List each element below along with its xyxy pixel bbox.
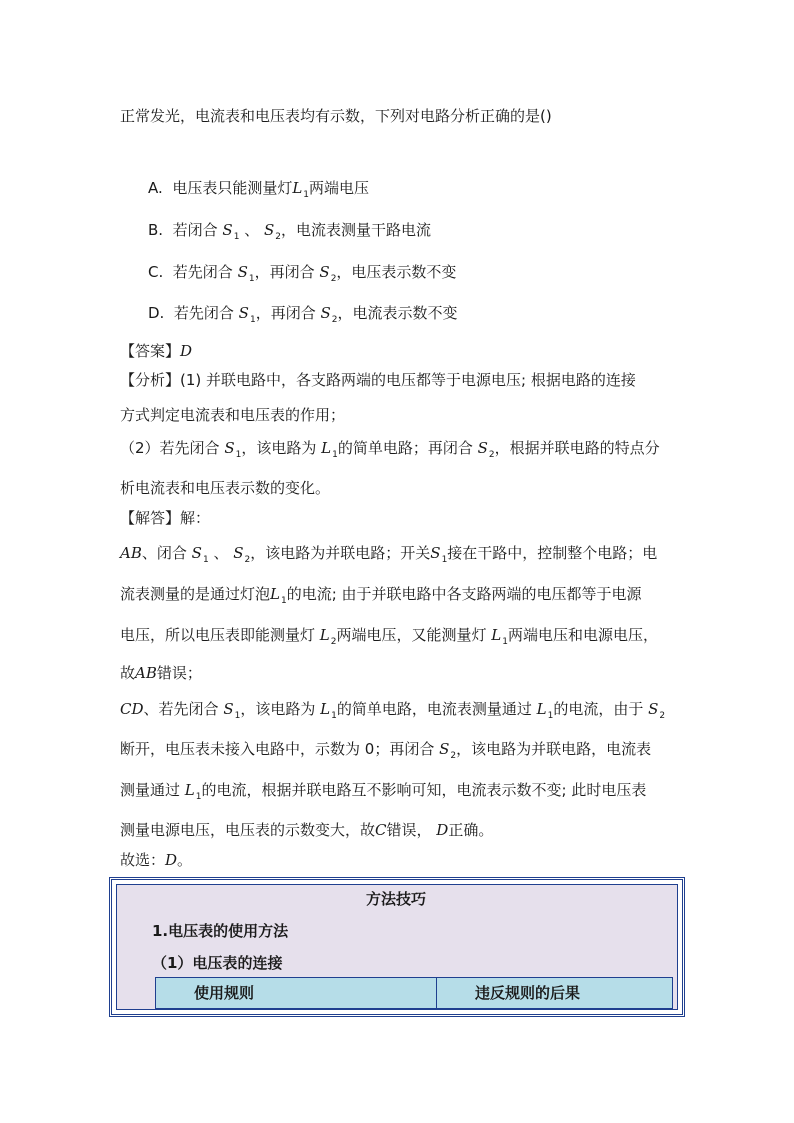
var-s: S [264, 221, 275, 239]
analysis-line-1: 【分析】(1) 并联电路中，各支路两端的电压都等于电源电压; 根据电路的连接 [120, 371, 636, 389]
solution-line-5 [120, 699, 665, 722]
option-d-text: 若先闭合 [173, 304, 234, 322]
subscript: 1 [248, 274, 255, 284]
question-stem: 正常发光，电流表和电压表均有示数，下列对电路分析正确的是() [120, 107, 552, 125]
solution-line-3 [120, 625, 658, 648]
subscript: 1 [280, 596, 287, 606]
option-a-text: 两端电压 [309, 179, 370, 197]
var-s: S [222, 221, 233, 239]
var-s: S [648, 700, 659, 718]
solution-text: 故 [120, 664, 136, 682]
subsection-heading-connection: （1）电压表的连接 [152, 954, 283, 972]
option-d [148, 303, 458, 326]
option-c [148, 262, 456, 285]
subscript: 1 [235, 450, 242, 460]
analysis-line-2: 方式判定电流表和电压表的作用； [120, 406, 346, 424]
solution-text: 电压，所以电压表即能测量灯 [120, 626, 316, 644]
table-header-usage-rules: 使用规则 [156, 978, 437, 1008]
subscript: 1 [303, 190, 310, 200]
analysis-text: （2）若先闭合 [120, 439, 220, 457]
var-l: L [319, 626, 330, 644]
solution-line-1 [120, 543, 657, 566]
subscript: 1 [234, 711, 241, 721]
solution-text: 、若先闭合 [143, 700, 219, 718]
subscript: 2 [244, 555, 251, 565]
solution-line-6 [120, 739, 651, 762]
subscript: 2 [331, 315, 338, 325]
solution-text: ，该电路为并联电路，电流表 [456, 740, 652, 758]
solution-text: 正确。 [448, 821, 494, 839]
solution-text: 测量通过 [120, 781, 181, 799]
option-b-text: ，电流表测量干路电流 [281, 221, 432, 239]
subscript: 2 [659, 711, 666, 721]
var-s: S [191, 544, 202, 562]
solution-text: 、 [213, 544, 229, 562]
solution-line-2 [120, 584, 642, 607]
answer-value: D [180, 342, 193, 360]
option-a-text: 电压表只能测量灯 [172, 179, 293, 197]
subscript: 1 [233, 232, 240, 242]
final-answer-text: 。 [177, 851, 193, 869]
solution-text: ，该电路为 [240, 700, 316, 718]
var-l: L [270, 585, 280, 603]
analysis-text: 的简单电路；再闭合 [337, 439, 473, 457]
final-answer-label: 故选： [120, 851, 166, 869]
var-s: S [439, 740, 450, 758]
subscript: 2 [275, 232, 282, 242]
solution-line-4 [120, 663, 202, 683]
analysis-text: ，该电路为 [241, 439, 317, 457]
option-b-label: B. [148, 221, 164, 239]
subscript: 1 [441, 555, 448, 565]
var-s: S [224, 439, 235, 457]
var-s: S [319, 263, 330, 281]
solution-text: 的简单电路，电流表测量通过 [336, 700, 532, 718]
option-d-text: ，再闭合 [255, 304, 316, 322]
solution-text: 测量电源电压，电压表的示数变大，故 [120, 821, 376, 839]
solution-text: 接在干路中，控制整个电路；电 [447, 544, 658, 562]
solution-text: 、闭合 [141, 544, 187, 562]
solution-text: 的电流; 由于并联电路中各支路两端的电压都等于电源 [286, 585, 642, 603]
var-s: S [223, 700, 234, 718]
solution-text: 的电流，由于 [553, 700, 644, 718]
subscript: 1 [547, 711, 554, 721]
solution-line-7 [120, 780, 646, 803]
var-s: S [320, 304, 331, 322]
table-header-violation-consequences: 违反规则的后果 [475, 984, 581, 1002]
var-s: S [237, 263, 248, 281]
solution-heading: 【解答】解： [120, 509, 211, 527]
subscript: 1 [331, 711, 337, 721]
var-s: S [233, 544, 244, 562]
method-tips-title: 方法技巧 [366, 890, 427, 908]
option-d-text: ，电流表示数不变 [337, 304, 458, 322]
subscript: 2 [330, 274, 337, 284]
option-a [148, 178, 369, 201]
option-a-label: A. [148, 179, 163, 197]
option-c-label: C. [148, 263, 164, 281]
var-s: S [430, 544, 441, 562]
solution-text: 的电流，根据并联电路互不影响可知，电流表示数不变; 此时电压表 [201, 781, 647, 799]
solution-text: 错误； [156, 664, 202, 682]
option-b [148, 220, 431, 243]
var-c: C [375, 821, 387, 839]
var-l: L [292, 179, 303, 197]
var-ab: AB [135, 664, 157, 682]
solution-text: 错误， [386, 821, 432, 839]
option-c-text: ，再闭合 [254, 263, 315, 281]
solution-text: 流表测量的是通过灯泡 [120, 585, 271, 603]
var-ab: AB [120, 544, 142, 562]
var-l: L [536, 700, 547, 718]
analysis-line-4: 析电流表和电压表示数的变化。 [120, 479, 331, 497]
solution-text: 断开，电压表未接入电路中，示数为 0；再闭合 [120, 740, 435, 758]
rules-table-header [155, 977, 673, 1009]
var-s: S [238, 304, 249, 322]
option-c-text: 若先闭合 [172, 263, 233, 281]
subscript: 1 [502, 637, 508, 647]
subscript: 2 [450, 751, 457, 761]
var-l: L [184, 781, 195, 799]
section-heading-voltmeter-usage: 1.电压表的使用方法 [152, 922, 289, 940]
subscript: 1 [195, 792, 202, 802]
option-d-label: D. [148, 304, 165, 322]
subscript: 2 [330, 637, 337, 647]
answer-label: 【答案】 [120, 342, 181, 360]
subscript: 1 [332, 450, 338, 460]
solution-text: ，该电路为并联电路；开关 [250, 544, 431, 562]
solution-line-8 [120, 820, 493, 840]
option-c-text: ，电压表示数不变 [336, 263, 457, 281]
subscript: 1 [249, 315, 256, 325]
subscript: 2 [488, 450, 495, 460]
var-l: L [491, 626, 502, 644]
var-cd: CD [120, 700, 144, 718]
option-b-text: 、 [244, 221, 260, 239]
subscript: 1 [202, 555, 209, 565]
var-s: S [477, 439, 488, 457]
analysis-text: ，根据并联电路的特点分 [494, 439, 660, 457]
final-answer-line [120, 850, 192, 870]
analysis-line-3 [120, 438, 660, 461]
var-l: L [321, 439, 332, 457]
solution-text: 两端电压，又能测量灯 [336, 626, 487, 644]
solution-text: 两端电压和电源电压， [508, 626, 659, 644]
var-l: L [320, 700, 331, 718]
final-answer-value: D [165, 851, 178, 869]
var-d: D [436, 821, 449, 839]
option-b-text: 若闭合 [172, 221, 218, 239]
answer-line [120, 341, 192, 361]
